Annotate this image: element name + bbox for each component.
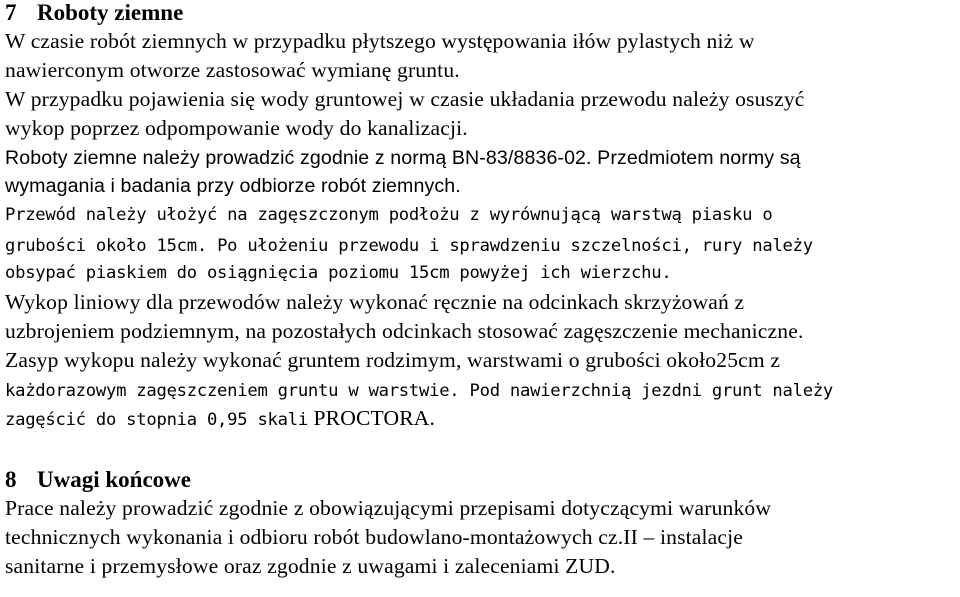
section-7-line-5 — [5, 143, 957, 172]
section-7-line-13 — [5, 375, 957, 404]
section-7-line-14-part-b: PROCTORA. — [307, 406, 436, 430]
section-7-line-13-part-b: Pod nawierzchnią jezdni grunt należy — [459, 381, 834, 401]
section-7-line-1: W czasie robót ziemnych w przypadku płytszego występowania iłów pylastych niż w — [5, 29, 755, 53]
section-7-line-8 — [5, 230, 957, 259]
section-7-line-11: uzbrojeniem podziemnym, na pozostałych odcinkach stosować zagęszczenie mechaniczne. — [5, 319, 804, 343]
section-7-line-14 — [5, 404, 957, 433]
section-8-title: Uwagi końcowe — [37, 467, 191, 492]
section-8-number: 8 — [5, 467, 17, 492]
section-7-line-8-part-b: Po ułożeniu przewodu i sprawdzeniu szczelności, rury należy — [206, 236, 813, 256]
section-7-line-12: Zasyp wykopu należy wykonać gruntem rodzimym, warstwami o grubości około25cm z — [5, 348, 781, 372]
section-8-line-1: Prace należy prowadzić zgodnie z obowiązującymi przepisami dotyczącymi warunków — [5, 496, 772, 520]
section-7-line-6: wymagania i badania przy odbiorze robót ziemnych. — [5, 175, 461, 197]
section-7-line-2: nawierconym otworze zastosować wymianę gruntu. — [5, 58, 460, 82]
section-7-line-5-part-b: Przedmiotem normy są — [591, 147, 801, 169]
section-7-line-10: Wykop liniowy dla przewodów należy wykonać ręcznie na odcinkach skrzyżowań z — [5, 290, 745, 314]
section-7-line-7: Przewód należy ułożyć na zagęszczonym podłożu z wyrównującą warstwą piasku o — [5, 205, 773, 225]
document-page — [5, 0, 957, 581]
section-7-number: 7 — [5, 0, 17, 25]
section-7-line-9: obsypać piaskiem do osiągnięcia poziomu 15cm powyżej ich wierzchu. — [5, 263, 672, 283]
section-8-line-3: sanitarne i przemysłowe oraz zgodnie z uwagami i zaleceniami ZUD. — [5, 554, 616, 578]
section-8-heading — [5, 465, 957, 494]
section-7-line-8-part-a: grubości około 15cm. — [5, 236, 207, 256]
section-7-line-4: wykop poprzez odpompowanie wody do kanalizacji. — [5, 116, 468, 140]
section-7-heading — [5, 0, 957, 27]
section-7-line-14-part-a: zagęścić do stopnia 0,95 skali — [5, 410, 308, 430]
section-8-line-2: technicznych wykonania i odbioru robót budowlano-montażowych cz.II – instalacje — [5, 525, 744, 549]
section-7-line-5-part-a: Roboty ziemne należy prowadzić zgodnie z normą BN-83/8836-02. — [5, 147, 592, 169]
section-spacer — [5, 433, 957, 465]
section-7-line-13-part-a: każdorazowym zagęszczeniem gruntu w warstwie. — [5, 381, 460, 401]
section-7-line-3: W przypadku pojawienia się wody gruntowej w czasie układania przewodu należy osuszyć — [5, 87, 805, 111]
section-7-title: Roboty ziemne — [37, 0, 184, 25]
